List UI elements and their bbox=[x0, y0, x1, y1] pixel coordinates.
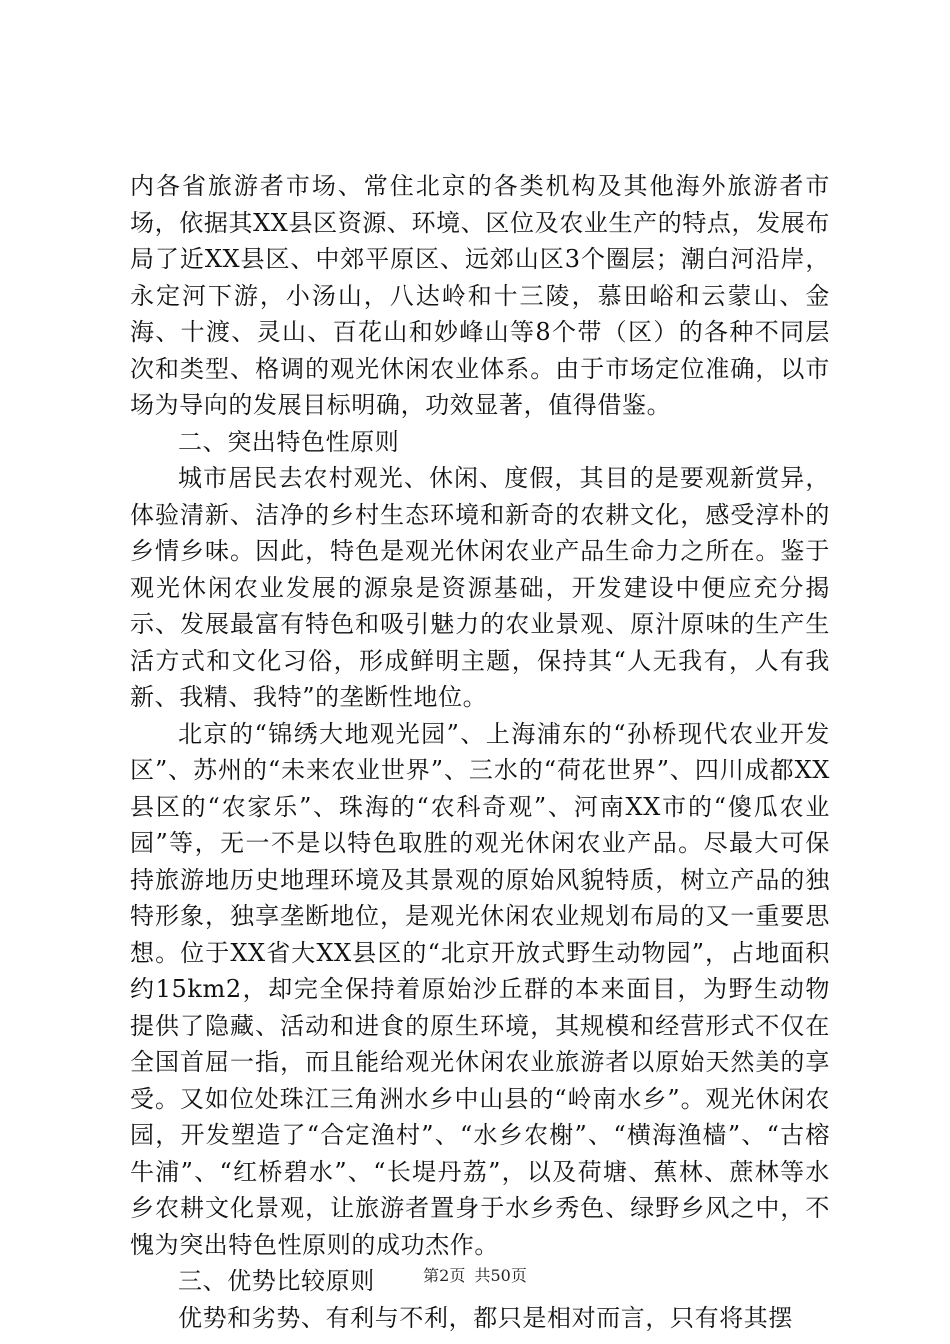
section-heading-three: 三、优势比较原则 bbox=[178, 1267, 375, 1295]
paragraph-characteristics: 城市居民去农村观光、休闲、度假，其目的是要观新赏异，体验清新、洁净的乡村生态环境和新奇的农耕文化，感受淳朴的乡情乡味。因此，特色是观光休闲农业产品生命力之所在。鉴于观光休闲农业发展的源泉是资源基础，开发建设中便应充分揭示、发展最富有特色和吸引魅力的农业景观、原汁原味的生产生活方式和文化习俗，形成鲜明主题，保持其“人无我有，人有我新、我精、我特”的垄断性地位。 bbox=[130, 464, 830, 711]
page-number: 第2页 bbox=[423, 1266, 466, 1285]
page-total: 共50页 bbox=[474, 1266, 527, 1285]
page-footer bbox=[0, 1266, 950, 1286]
paragraph-advantage: 优势和劣势、有利与不利，都只是相对而言，只有将其摆 bbox=[178, 1303, 793, 1332]
paragraph-continuation: 内各省旅游者市场、常住北京的各类机构及其他海外旅游者市场，依据其XX县区资源、环境、区位及农业生产的特点，发展布局了近XX县区、中郊平原区、远郊山区3个圈层；潮白河沿岸，永定河下游，小汤山，八达岭和十三陵，慕田峪和云蒙山、金海、十渡、灵山、百花山和妙峰山等8个带（区）的各种不同层次和类型、格调的观光休闲农业体系。由于市场定位准确，以市场为导向的发展目标明确，功效显著，值得借鉴。 bbox=[130, 172, 830, 419]
paragraph-examples: 北京的“锦绣大地观光园”、上海浦东的“孙桥现代农业开发区”、苏州的“未来农业世界”、三水的“荷花世界”、四川成都XX县区的“农家乐”、珠海的“农科奇观”、河南XX市的“傻瓜农业园”等，无一不是以特色取胜的观光休闲农业产品。尽最大可保持旅游地历史地理环境及其景观的原始风貌特质，树立产品的独特形象，独享垄断地位，是观光休闲农业规划布局的又一重要思想。位于XX省大XX县区的“北京开放式野生动物园”，占地面积约15km2，却完全保持着原始沙丘群的本来面目，为野生动物提供了隐藏、活动和进食的原生环境，其规模和经营形式不仅在全国首屈一指，而且能给观光休闲农业旅游者以原始天然美的享受。又如位处珠江三角洲水乡中山县的“岭南水乡”。观光休闲农园，开发塑造了“合定渔村”、“水乡农榭”、“横海渔樯”、“古榕牛浦”、“红桥碧水”、“长堤丹荔”，以及荷塘、蕉林、蔗林等水乡农耕文化景观，让旅游者置身于水乡秀色、绿野乡风之中，不愧为突出特色性原则的成功杰作。 bbox=[130, 719, 830, 1259]
section-heading-two: 二、突出特色性原则 bbox=[178, 427, 400, 456]
document-body bbox=[130, 168, 830, 1336]
